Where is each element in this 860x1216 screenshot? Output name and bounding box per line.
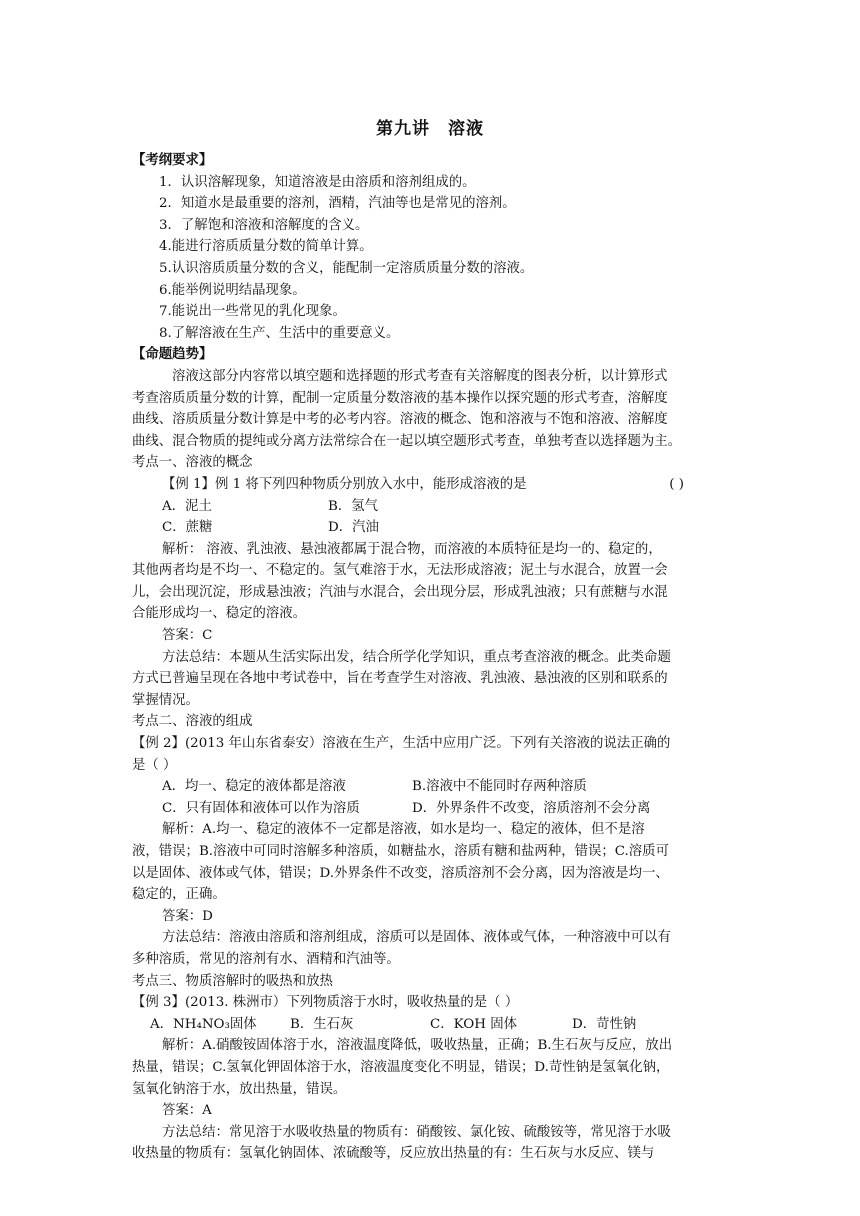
option-d: D．汽油 xyxy=(328,520,379,536)
option-b: B．氢气 xyxy=(328,498,379,514)
example1-question-text: 【例 1】例 1 将下列四种物质分别放入水中，能形成溶液的是 xyxy=(162,476,527,492)
analysis-line: 氢氧化钠溶于水，放出热量，错误。 xyxy=(132,1081,347,1097)
trend-line: 溶液这部分内容常以填空题和选择题的形式考查有关溶解度的图表分析，以计算形式 xyxy=(172,368,668,384)
option-c: C．KOH 固体 xyxy=(430,1016,517,1032)
syllabus-item: 3．了解饱和溶液和溶解度的含义。 xyxy=(159,217,369,233)
example1-options-row xyxy=(132,517,732,539)
answer-line: 答案：D xyxy=(162,908,213,924)
summary-line: 方法总结：常见溶于水吸收热量的物质有：硝酸铵、氯化铵、硫酸铵等，常见溶于水吸 xyxy=(162,1124,671,1140)
analysis-line: 合能形成均一、稳定的溶液。 xyxy=(132,606,307,622)
example1-options-row xyxy=(132,496,732,518)
summary-line: 方法总结：溶液由溶质和溶剂组成，溶质可以是固体、液体或气体，一种溶液中可以有 xyxy=(162,930,671,946)
analysis-line: 解析： 溶液、乳浊液、悬浊液都属于混合物，而溶液的本质特征是均一的、稳定的， xyxy=(162,541,662,557)
point1-heading: 考点一、溶液的概念 xyxy=(132,455,253,471)
example2-options-row xyxy=(132,798,732,820)
analysis-line: 解析：A.硝酸铵固体溶于水，溶液温度降低，吸收热量，正确；B.生石灰与反应，放出 xyxy=(162,1038,673,1054)
answer-line: 答案：C xyxy=(162,628,213,644)
summary-line: 收热量的物质有：氢氧化钠固体、浓硫酸等，反应放出热量的有：生石灰与水反应、镁与 xyxy=(132,1146,655,1162)
syllabus-item: 8.了解溶液在生产、生活中的重要意义。 xyxy=(159,325,400,341)
trend-line: 曲线、溶质质量分数计算是中考的必考内容。溶液的概念、饱和溶液与不饱和溶液、溶解度 xyxy=(132,412,668,428)
point3-heading: 考点三、物质溶解时的吸热和放热 xyxy=(132,973,333,989)
example1-question xyxy=(132,474,732,496)
syllabus-heading: 【考纲要求】 xyxy=(132,152,213,168)
option-b: B．生石灰 xyxy=(290,1016,354,1032)
example2-options-row xyxy=(132,776,732,798)
example3-options-row xyxy=(132,1014,732,1036)
example2-question: 【例 2】(2013 年山东省泰安）溶液在生产，生活中应用广泛。下列有关溶液的说法正确的 xyxy=(132,736,671,752)
syllabus-item: 6.能举例说明结晶现象。 xyxy=(159,282,306,298)
trend-heading: 【命题趋势】 xyxy=(132,346,213,363)
option-d: D．苛性钠 xyxy=(572,1016,637,1032)
analysis-line: 解析：A.均一、稳定的液体不一定都是溶液，如水是均一、稳定的液体，但不是溶 xyxy=(162,822,645,838)
summary-line: 方法总结：本题从生活实际出发，结合所学化学知识，重点考查溶液的概念。此类命题 xyxy=(162,649,671,665)
point2-heading: 考点二、溶液的组成 xyxy=(132,714,253,730)
syllabus-item: 5.认识溶质质量分数的含义，能配制一定溶质质量分数的溶液。 xyxy=(159,260,534,276)
syllabus-item: 1．认识溶解现象，知道溶液是由溶质和溶剂组成的。 xyxy=(159,174,476,190)
analysis-line: 稳定的，正确。 xyxy=(132,887,226,903)
page-title: 第九讲 溶液 xyxy=(376,119,484,139)
answer-line: 答案：A xyxy=(162,1103,212,1119)
syllabus-item: 7.能说出一些常见的乳化现象。 xyxy=(159,304,346,320)
trend-line: 曲线、混合物质的提纯或分离方法常综合在一起以填空题形式考查，单独考查以选择题为主。 xyxy=(132,433,682,449)
analysis-line: 儿，会出现沉淀，形成悬浊液；汽油与水混合，会出现分层，形成乳浊液；只有蔗糖与水混 xyxy=(132,584,668,600)
trend-line: 考查溶质质量分数的计算，配制一定质量分数溶液的基本操作以探究题的形式考查，溶解度 xyxy=(132,390,668,406)
answer-paren: ( ) xyxy=(669,476,684,492)
option-a: A．均一、稳定的液体都是溶液 xyxy=(162,779,346,795)
option-a: A．NH₄NO₃固体 xyxy=(150,1016,257,1032)
option-c: C．只有固体和液体可以作为溶质 xyxy=(162,800,360,816)
option-d: D．外界条件不改变，溶质溶剂不会分离 xyxy=(412,800,651,816)
syllabus-item: 2．知道水是最重要的溶剂，酒精，汽油等也是常见的溶剂。 xyxy=(159,196,516,212)
summary-line: 多种溶质，常见的溶剂有水、酒精和汽油等。 xyxy=(132,951,400,967)
document-body xyxy=(132,150,732,1165)
syllabus-item: 4.能进行溶质质量分数的简单计算。 xyxy=(159,239,373,255)
summary-line: 方式已普遍呈现在各地中考试卷中，旨在考查学生对溶液、乳浊液、悬浊液的区别和联系的 xyxy=(132,671,668,687)
example3-question: 【例 3】(2013. 株洲市）下列物质溶于水时，吸收热量的是（ ） xyxy=(132,995,519,1011)
summary-line: 掌握情况。 xyxy=(132,692,199,708)
option-c: C．蔗糖 xyxy=(162,520,213,536)
analysis-line: 以是固体、液体或气体，错误；D.外界条件不改变，溶质溶剂不会分离，因为溶液是均一、 xyxy=(132,865,669,881)
option-b: B.溶液中不能同时存两种溶质 xyxy=(412,779,587,795)
analysis-line: 其他两者均是不均一、不稳定的。氢气难溶于水，无法形成溶液；泥土与水混合，放置一会 xyxy=(132,563,668,579)
analysis-line: 热量，错误；C.氢氧化钾固体溶于水，溶液温度变化不明显，错误；D.苛性钠是氢氧化钠， xyxy=(132,1059,670,1075)
analysis-line: 液，错误；B.溶液中可同时溶解多种溶质，如糖盐水，溶质有糖和盐两种，错误；C.溶质可 xyxy=(132,844,669,859)
option-a: A．泥土 xyxy=(162,498,212,514)
example2-question: 是（ ） xyxy=(132,757,177,773)
